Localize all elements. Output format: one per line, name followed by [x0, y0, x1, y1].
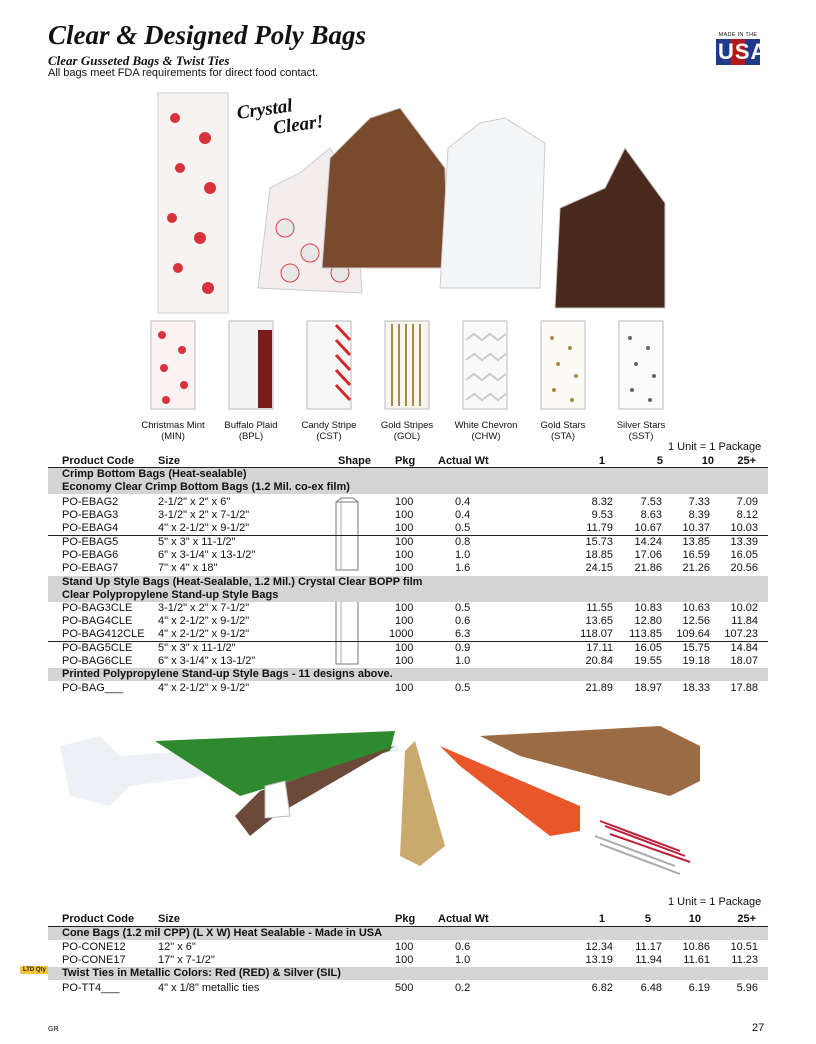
made-in-usa-badge — [716, 32, 768, 65]
design-label-white-chevron: White Chevron (CHW) — [454, 420, 518, 442]
swatch-white-chevron — [462, 320, 508, 410]
section-twist-ties: Twist Ties in Metallic Colors: Red (RED) & Silver (SIL) — [48, 967, 768, 980]
table-row: PO-EBAG3 3-1/2" x 2" x 7-1/2" 100 0.4 9.53 8.63 8.39 8.12 — [62, 509, 758, 521]
fda-tagline: All bags meet FDA requirements for direct food contact. — [48, 67, 319, 79]
section-crimp-bottom: Crimp Bottom Bags (Heat-sealable) — [48, 468, 768, 481]
table-row: PO-BAG5CLE 5" x 3" x 11-1/2" 100 0.9 17.11 16.05 15.75 14.84 — [62, 642, 758, 654]
ltd-qty-badge: LTD Qty — [20, 966, 49, 974]
section-clear-standup: Clear Polypropylene Stand-up Style Bags — [48, 589, 768, 602]
unit-note-1: 1 Unit = 1 Package — [668, 441, 762, 453]
design-label-christmas-mint: Christmas Mint (MIN) — [141, 420, 205, 442]
page-title: Clear & Designed Poly Bags — [48, 20, 366, 50]
swatch-gold-stars — [540, 320, 586, 410]
section-cone-bags: Cone Bags (1.2 mil CPP) (L X W) Heat Sealable - Made in USA — [48, 927, 768, 940]
table-row: PO-CONE17 17" x 7-1/2" 100 1.0 13.19 11.94 11.61 11.23 — [62, 954, 758, 966]
swatch-buffalo-plaid — [228, 320, 274, 410]
callout-line-2: Clear! — [271, 111, 326, 139]
hero-bags-photo — [150, 78, 680, 318]
hero-bags-illustration — [150, 78, 680, 318]
swatch-candy-stripe — [306, 320, 352, 410]
swatch-silver-stars — [618, 320, 664, 410]
section-economy-crimp: Economy Clear Crimp Bottom Bags (1.2 Mil. co-ex film) — [48, 481, 768, 494]
table-row: PO-EBAG4 4" x 2-1/2" x 9-1/2" 100 0.5 11.79 10.67 10.37 10.03 — [62, 522, 758, 534]
design-label-buffalo-plaid: Buffalo Plaid (BPL) — [224, 420, 278, 442]
made-in-label: MADE IN THE — [718, 32, 758, 38]
design-label-gold-stripes: Gold Stripes (GOL) — [380, 420, 434, 442]
unit-note-2: 1 Unit = 1 Package — [668, 896, 762, 908]
table-row: PO-EBAG7 7" x 4" x 18" 100 1.6 24.15 21.86 21.26 20.56 — [62, 562, 758, 574]
page-subtitle: Clear Gusseted Bags & Twist Ties — [48, 53, 230, 68]
table-row: PO-EBAG2 2-1/2" x 2" x 6" 100 0.4 8.32 7.53 7.33 7.09 — [62, 496, 758, 508]
table2-header: Product Code Size Pkg Actual Wt 1 5 10 25+ — [62, 913, 756, 925]
table-row: PO-BAG412CLE 4" x 2-1/2" x 9-1/2" 1000 6.3 118.07 113.85 109.64 107.23 — [62, 628, 758, 640]
page-number: 27 — [752, 1022, 765, 1034]
table-row: PO-BAG6CLE 6" x 3-1/4" x 13-1/2" 100 1.0 20.84 19.55 19.18 18.07 — [62, 655, 758, 667]
callout-line-1: Crystal — [235, 95, 294, 124]
table-row: PO-EBAG5 5" x 3" x 11-1/2" 100 0.8 15.73 14.24 13.85 13.39 — [62, 536, 758, 548]
table-row: PO-BAG3CLE 3-1/2" x 2" x 7-1/2" 100 0.5 11.55 10.83 10.63 10.02 — [62, 602, 758, 614]
design-label-silver-stars: Silver Stars (SST) — [616, 420, 666, 442]
table1-header: Product Code Size Shape Pkg Actual Wt 1 5 10 25+ — [62, 455, 756, 467]
table-row: PO-BAG___ 4" x 2-1/2" x 9-1/2" 100 0.5 21.89 18.97 18.33 17.88 — [62, 682, 758, 694]
design-label-candy-stripe: Candy Stripe (CST) — [301, 420, 357, 442]
table-row: PO-CONE12 12" x 6" 100 0.6 12.34 11.17 10.86 10.51 — [62, 941, 758, 953]
table-row: PO-TT4___ 4" x 1/8" metallic ties 500 0.2 6.82 6.48 6.19 5.96 — [62, 982, 758, 994]
footer-code: GR — [48, 1026, 59, 1033]
section-printed-standup: Printed Polypropylene Stand-up Style Bags - 11 designs above. — [48, 668, 768, 681]
cone-bags-illustration — [60, 706, 750, 890]
swatch-gold-stripes — [384, 320, 430, 410]
table-row: PO-EBAG6 6" x 3-1/4" x 13-1/2" 100 1.0 18.85 17.06 16.59 16.05 — [62, 549, 758, 561]
cone-bags-photo — [60, 706, 750, 890]
design-label-gold-stars: Gold Stars (STA) — [540, 420, 586, 442]
swatch-christmas-mint — [150, 320, 196, 410]
table-row: PO-BAG4CLE 4" x 2-1/2" x 9-1/2" 100 0.6 13.65 12.80 12.56 11.84 — [62, 615, 758, 627]
usa-flag-logo: USA — [718, 39, 768, 64]
section-standup-style: Stand Up Style Bags (Heat-Sealable, 1.2 Mil.) Crystal Clear BOPP film — [48, 576, 768, 589]
